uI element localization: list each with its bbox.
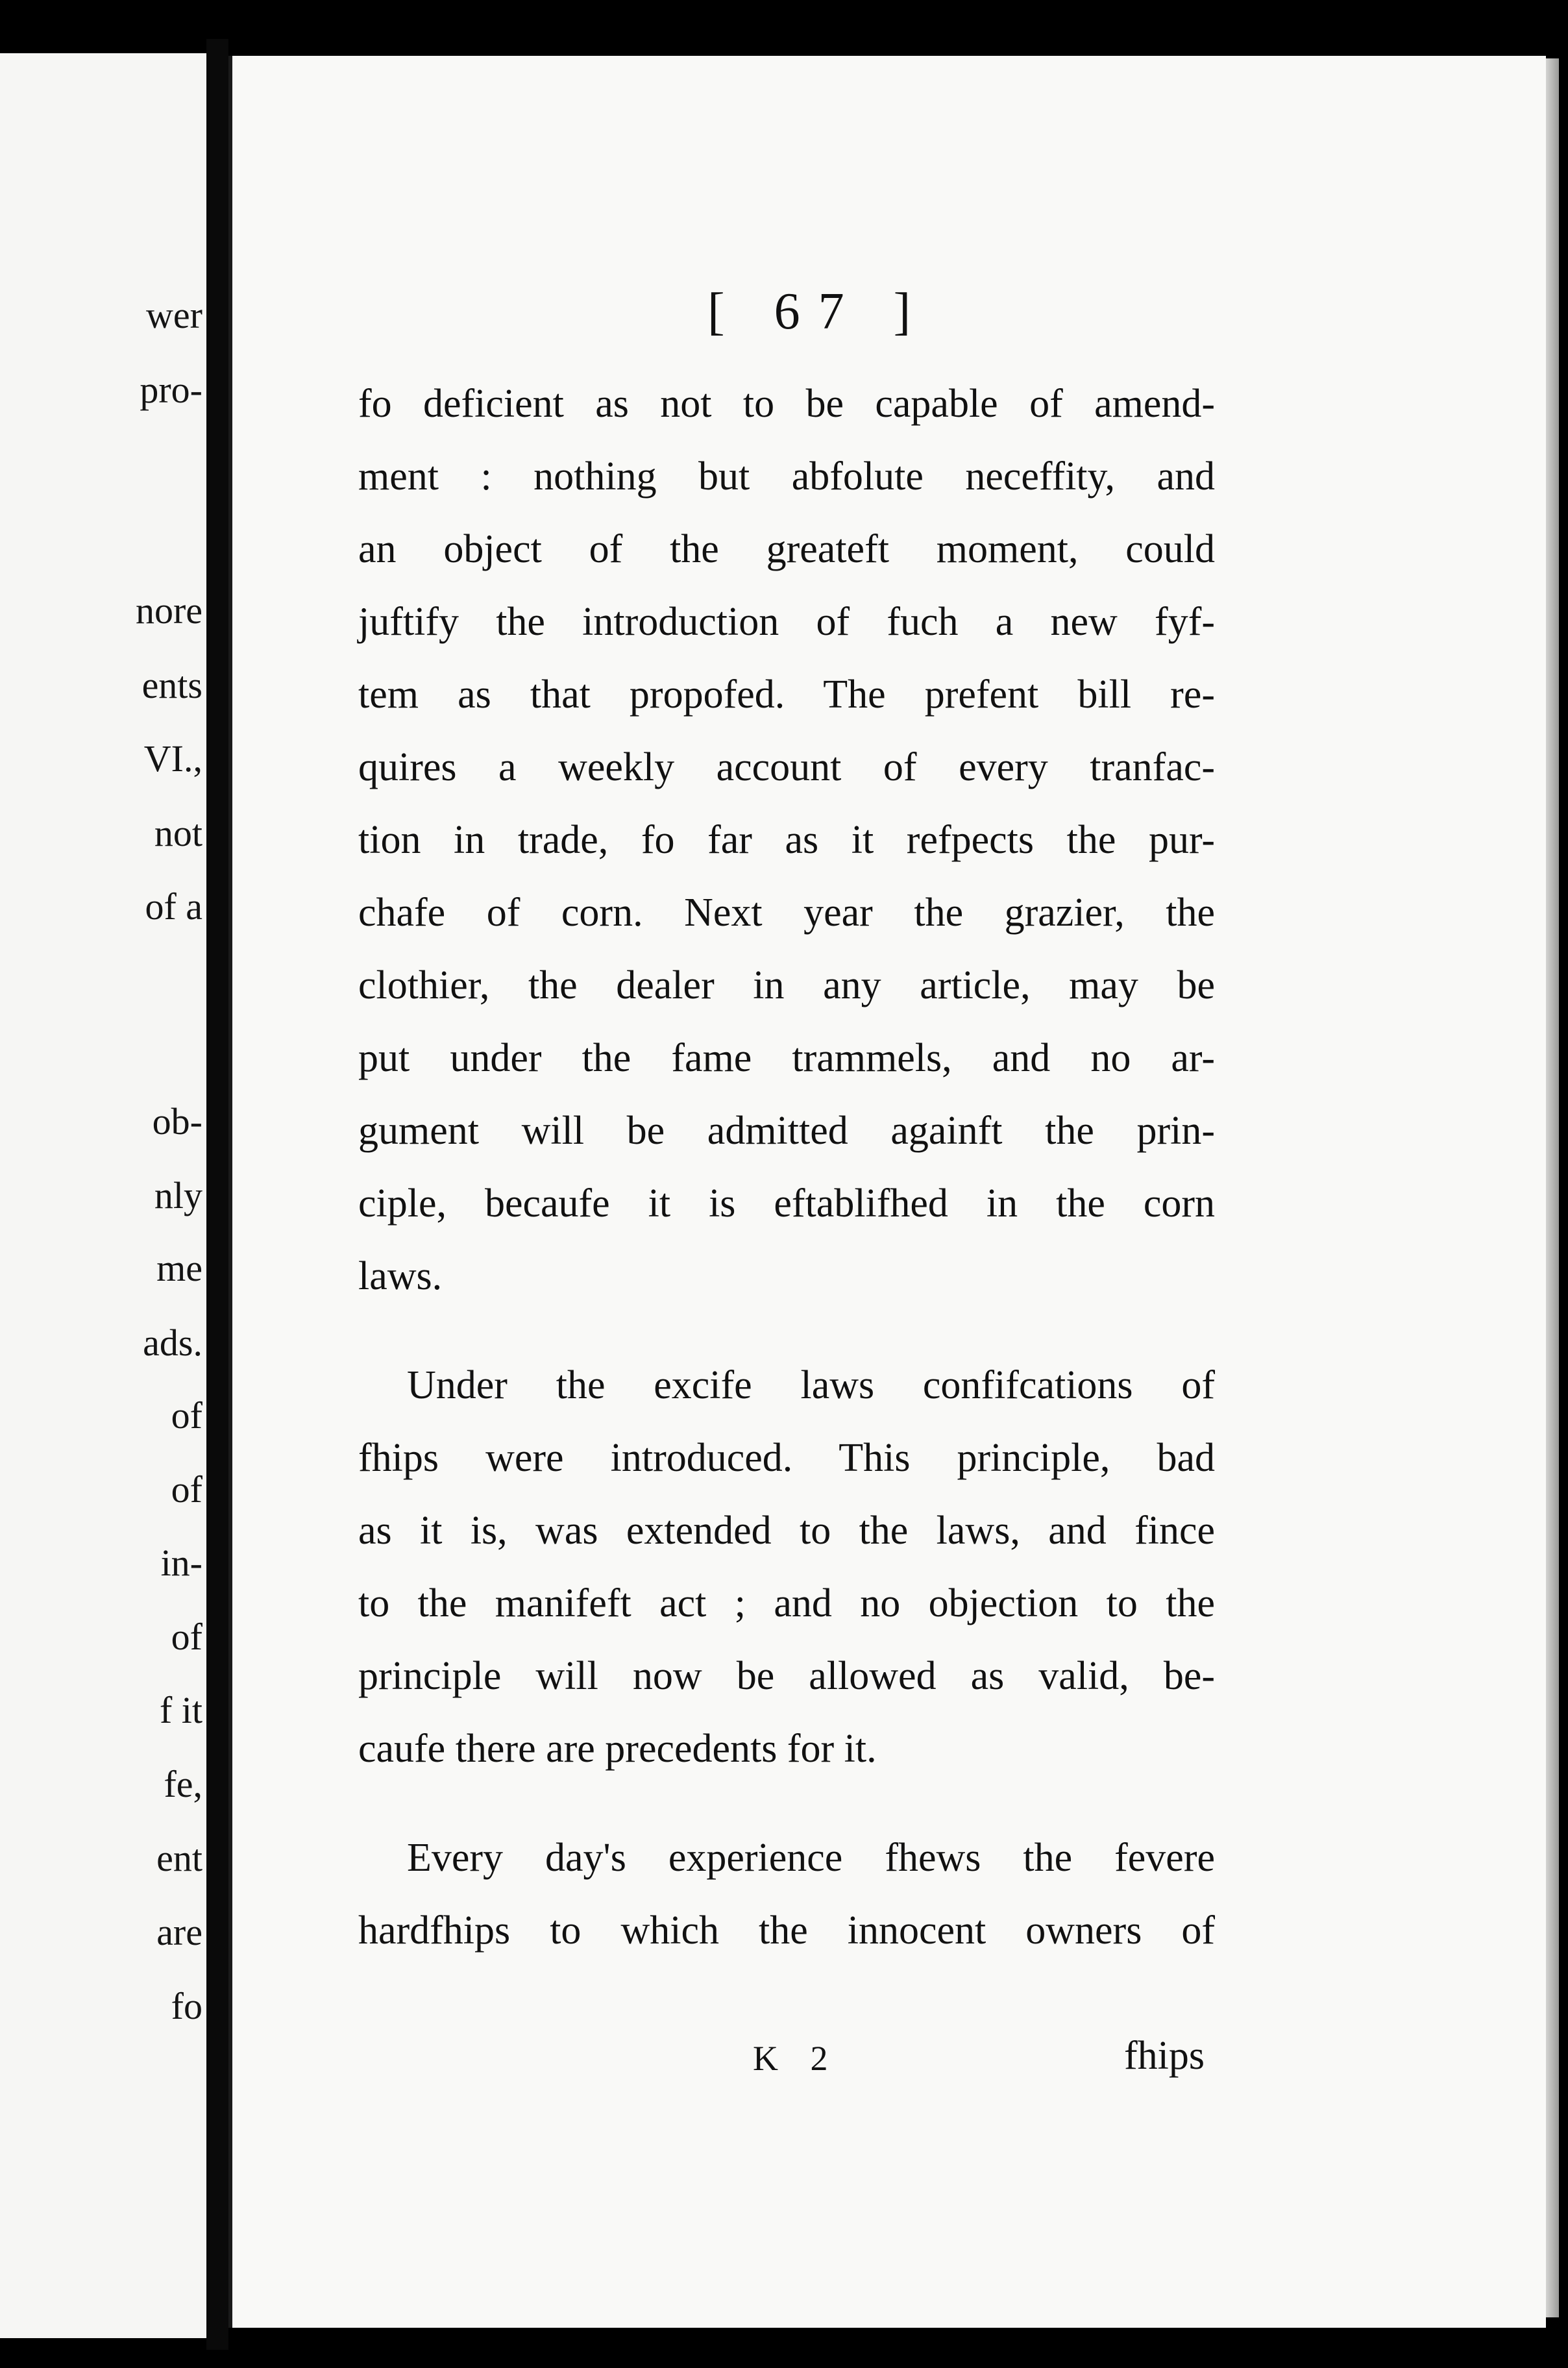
facing-line: VI., xyxy=(143,737,202,780)
text-line: Every day's experience fhews the fevere xyxy=(407,1836,1215,1880)
facing-line: fe, xyxy=(164,1763,202,1805)
facing-page-fragment xyxy=(0,53,206,2338)
facing-line: ads. xyxy=(143,1322,202,1364)
text-line: hardfhips to which the innocent owners of xyxy=(358,1908,1215,1953)
text-line: ciple, becaufe it is eftablifhed in the corn xyxy=(358,1181,1215,1226)
facing-line: of xyxy=(171,1394,202,1437)
page-edge xyxy=(1546,58,1559,2317)
facing-line: ent xyxy=(156,1837,202,1879)
book-gutter xyxy=(206,39,228,2350)
facing-line: ents xyxy=(141,664,202,706)
text-line: ment : nothing but abfolute neceffity, and xyxy=(358,454,1215,499)
text-line: Under the excife laws confifcations of xyxy=(407,1363,1215,1407)
text-line: chafe of corn. Next year the grazier, the xyxy=(358,891,1215,935)
text-line: juftify the introduction of fuch a new fyf- xyxy=(358,600,1215,644)
text-line: tem as that propofed. The prefent bill re- xyxy=(358,672,1215,717)
facing-line: are xyxy=(156,1911,202,1953)
text-line: put under the fame trammels, and no ar- xyxy=(358,1036,1215,1080)
facing-line: nly xyxy=(154,1174,202,1216)
page-number: [ 67 ] xyxy=(707,283,929,340)
text-line: quires a weekly account of every tranfac- xyxy=(358,745,1215,789)
facing-line: of xyxy=(171,1616,202,1658)
facing-line: of a xyxy=(145,885,202,928)
facing-line: pro- xyxy=(140,369,202,411)
text-line: fhips were introduced. This principle, bad xyxy=(358,1436,1215,1480)
text-line: to the manifeft act ; and no objection to the xyxy=(358,1581,1215,1625)
text-line: principle will now be allowed as valid, be- xyxy=(358,1654,1215,1698)
facing-line: f it xyxy=(159,1689,202,1731)
catchword: fhips xyxy=(1124,2034,1205,2078)
facing-line: of xyxy=(171,1468,202,1511)
text-line: gument will be admitted againft the prin- xyxy=(358,1109,1215,1153)
facing-line: not xyxy=(154,812,202,854)
facing-line: in- xyxy=(160,1542,202,1584)
facing-line: ob- xyxy=(152,1100,202,1142)
text-line: an object of the greateft moment, could xyxy=(358,527,1215,571)
body-text xyxy=(358,367,1215,1967)
text-line: clothier, the dealer in any article, may be xyxy=(358,963,1215,1007)
facing-line: nore xyxy=(135,589,202,632)
signature-mark: K 2 xyxy=(753,2039,840,2078)
facing-line: wer xyxy=(146,294,202,336)
facing-line: me xyxy=(156,1247,202,1289)
text-line: caufe there are precedents for it. xyxy=(358,1727,877,1771)
text-line: laws. xyxy=(358,1254,443,1298)
facing-line: fo xyxy=(171,1985,202,2027)
text-line: tion in trade, fo far as it refpects the pur- xyxy=(358,818,1215,862)
text-line: as it is, was extended to the laws, and fince xyxy=(358,1509,1215,1553)
text-line: fo deficient as not to be capable of amend- xyxy=(358,382,1215,426)
